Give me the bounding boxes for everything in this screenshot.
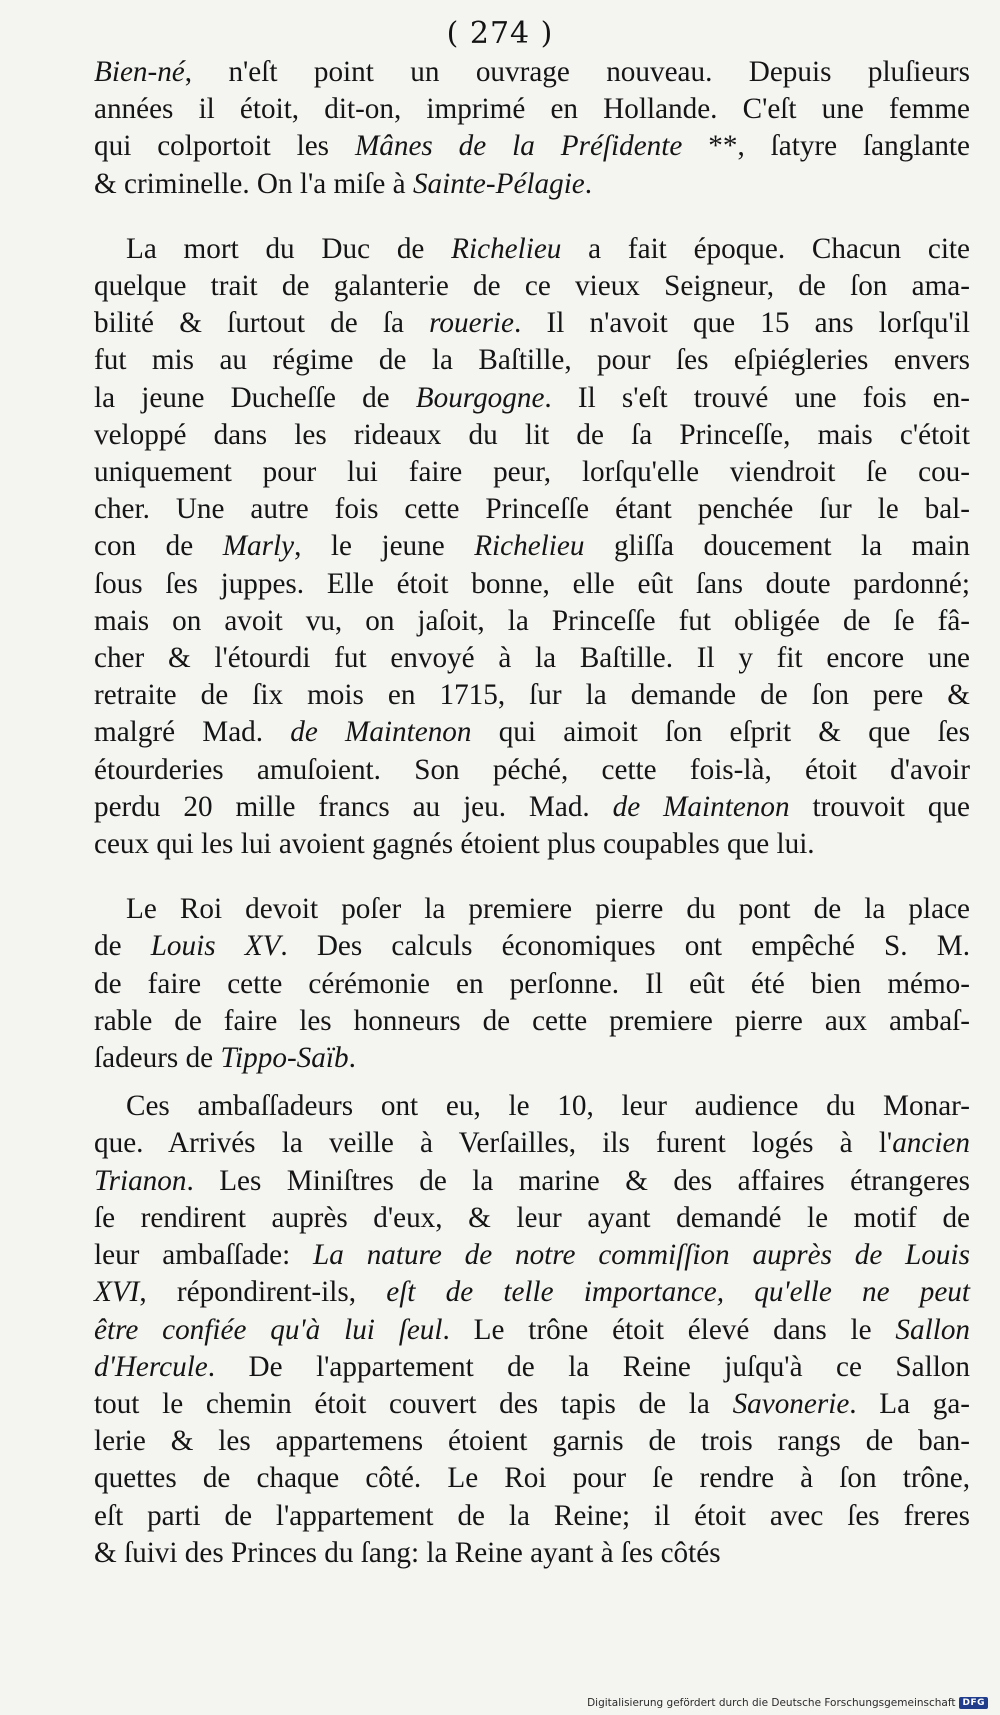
page-number: ( 274 ) [446,16,554,51]
italic-run: XVI [94,1276,140,1309]
text-run: lerie & les appartemens étoient garnis de trois rangs de ban- [94,1425,970,1458]
dfg-logo: DFG [959,1697,988,1709]
text-run: a fait époque. Chacun cite [561,232,970,265]
text-run: cher. Une autre fois cette Princeſſe étant penchée ſur le bal- [94,493,970,526]
paragraph [94,231,970,863]
text-run: fut mis au régime de la Baſtille, pour ſes eſpiégleries envers [94,344,970,377]
text-run: malgré Mad. [94,716,291,749]
text-run: , le jeune [294,530,475,563]
italic-run: Richelieu [451,232,562,265]
text-run: veloppé dans les rideaux du lit de ſa Princeſſe, mais c'étoit [94,418,970,451]
text-run: . Il s'eſt trouvé une fois en- [544,381,970,414]
text-run: ceux qui les lui avoient gagnés étoient plus coupables que lui. [94,828,815,861]
text-line [94,1386,970,1423]
text-line [94,268,970,305]
text-line [94,1040,970,1077]
text-run: eſt parti de l'appartement de la Reine; il étoit avec ſes freres [94,1499,970,1532]
italic-run: La nature de notre commiſſion auprès de Louis [313,1239,970,1272]
text-line [94,640,970,677]
text-line [94,1237,970,1274]
text-line [94,1003,970,1040]
text-line [94,1274,970,1311]
italic-run: Trianon [94,1164,187,1197]
italic-run: Sallon [895,1313,971,1346]
text-run: . [348,1042,356,1075]
italic-run: Bien-né [94,56,185,88]
text-run: con de [94,530,223,563]
italic-run: être confiée qu'à lui ſeul [94,1313,443,1346]
text-line [94,454,970,491]
text-line [94,528,970,565]
text-line [94,826,970,863]
text-line [94,166,970,203]
text-line [94,1498,970,1535]
text-line [94,603,970,640]
text-run: tout le chemin étoit couvert des tapis de la [94,1387,733,1420]
text-run: La mort du Duc de [126,232,452,265]
text-run: ſadeurs de [94,1042,221,1075]
paragraph [94,1088,970,1572]
text-run: leur ambaſſade: [94,1239,314,1272]
body-text [94,54,970,1572]
text-line [94,305,970,342]
text-run: années il étoit, dit-on, imprimé en Hollande. C'eſt une femme [94,93,970,126]
text-run: de faire cette cérémonie en perſonne. Il eût été bien mémo- [94,967,970,1000]
text-run: la jeune Ducheſſe de [94,381,416,414]
text-run: . Le trône étoit élevé dans le [442,1313,896,1346]
italic-run: Louis XV [150,930,281,963]
text-run: Ces ambaſſadeurs ont eu, le 10, leur audience du Monar- [126,1090,970,1123]
text-line [94,1423,970,1460]
text-run: mais on avoit vu, on jaſoit, la Princeſſe fut obligée de ſe fâ- [94,604,970,637]
text-run: que. Arrivés la veille à Verſailles, ils furent logés à l' [94,1127,893,1160]
italic-run: Savonerie [732,1387,850,1420]
text-run: . De l'appartement de la Reine juſqu'à ce Sallon [207,1350,970,1383]
text-line [94,417,970,454]
italic-run: Bourgogne [415,381,545,414]
text-run: rable de faire les honneurs de cette premiere pierre aux ambaſ- [94,1004,970,1037]
italic-run: eſt de telle importance, qu'elle ne peut [386,1276,970,1309]
text-line [94,752,970,789]
text-run: . Les Miniſtres de la marine & des affaires étrangeres [186,1164,970,1197]
text-run: **, ſatyre ſanglante [682,130,970,163]
text-line [94,677,970,714]
italic-run: d'Hercule [94,1350,208,1383]
text-line [94,1349,970,1386]
italic-run: Richelieu [474,530,585,563]
credit-text: Digitalisierung gefördert durch die Deutsche Forschungsgemeinschaft [587,1697,956,1709]
text-line [94,1312,970,1349]
text-line [94,380,970,417]
italic-run: de Maintenon [612,790,790,823]
text-line [94,1535,970,1572]
text-run: ſe rendirent auprès d'eux, & leur ayant demandé le motif de [94,1201,970,1234]
italic-run: Sainte-Pélagie [412,167,585,200]
text-run: & criminelle. On l'a miſe à [94,167,413,200]
text-line [94,54,970,91]
italic-run: Tippo-Saïb [220,1042,349,1075]
text-line [94,789,970,826]
text-run: retraite de ſix mois en 1715, ſur la demande de ſon pere & [94,679,970,712]
paragraph [94,891,970,1077]
text-line [94,1125,970,1162]
text-line [94,928,970,965]
text-run: , n'eſt point un ouvrage nouveau. Depuis pluſieurs [184,56,970,88]
text-run: étourderies amuſoient. Son péché, cette fois-là, étoit d'avoir [94,753,970,786]
text-run: bilité & ſurtout de ſa [94,307,430,340]
text-line [94,342,970,379]
text-line [94,966,970,1003]
text-line [94,231,970,268]
italic-run: ancien [892,1127,970,1160]
text-run: quettes de chaque côté. Le Roi pour ſe rendre à ſon trône, [94,1462,970,1495]
italic-run: rouerie [429,307,514,340]
text-line [94,891,970,928]
text-line [94,128,970,165]
text-line [94,91,970,128]
text-run: trouvoit que [789,790,970,823]
paragraph [94,54,970,203]
italic-run: Mânes de la Préſidente [354,130,683,163]
text-run: ſous ſes juppes. Elle étoit bonne, elle eût ſans doute pardonné; [94,567,970,600]
text-run: . [584,167,593,200]
text-run: quelque trait de galanterie de ce vieux Seigneur, de ſon ama- [94,270,970,303]
text-run: & ſuivi des Princes du ſang: la Reine ayant à ſes côtés [94,1536,721,1569]
italic-run: de Maintenon [290,716,472,749]
text-line [94,714,970,751]
text-line [94,491,970,528]
text-run: Le Roi devoit poſer la premiere pierre du pont de la place [126,893,970,926]
text-run: , répondirent-ils, [139,1276,387,1309]
text-run: . Il n'avoit que 15 ans lorſqu'il [514,307,970,340]
text-line [94,1088,970,1125]
text-line [94,1163,970,1200]
text-line [94,566,970,603]
text-run: . La ga- [849,1387,970,1420]
text-run: de [94,930,151,963]
text-run: . Des calculs économiques ont empêché S. M. [280,930,970,963]
text-run: qui aimoit ſon eſprit & que ſes [471,716,970,749]
text-run: uniquement pour lui faire peur, lorſqu'elle viendroit ſe cou- [94,456,970,489]
text-run: cher & l'étourdi fut envoyé à la Baſtille. Il y fit encore une [94,642,970,675]
digitization-credit [587,1697,988,1709]
text-run: gliſſa doucement la main [584,530,970,563]
text-run: perdu 20 mille francs au jeu. Mad. [94,790,613,823]
text-line [94,1460,970,1497]
text-run: qui colportoit les [94,130,355,163]
italic-run: Marly [222,530,295,563]
text-line [94,1200,970,1237]
